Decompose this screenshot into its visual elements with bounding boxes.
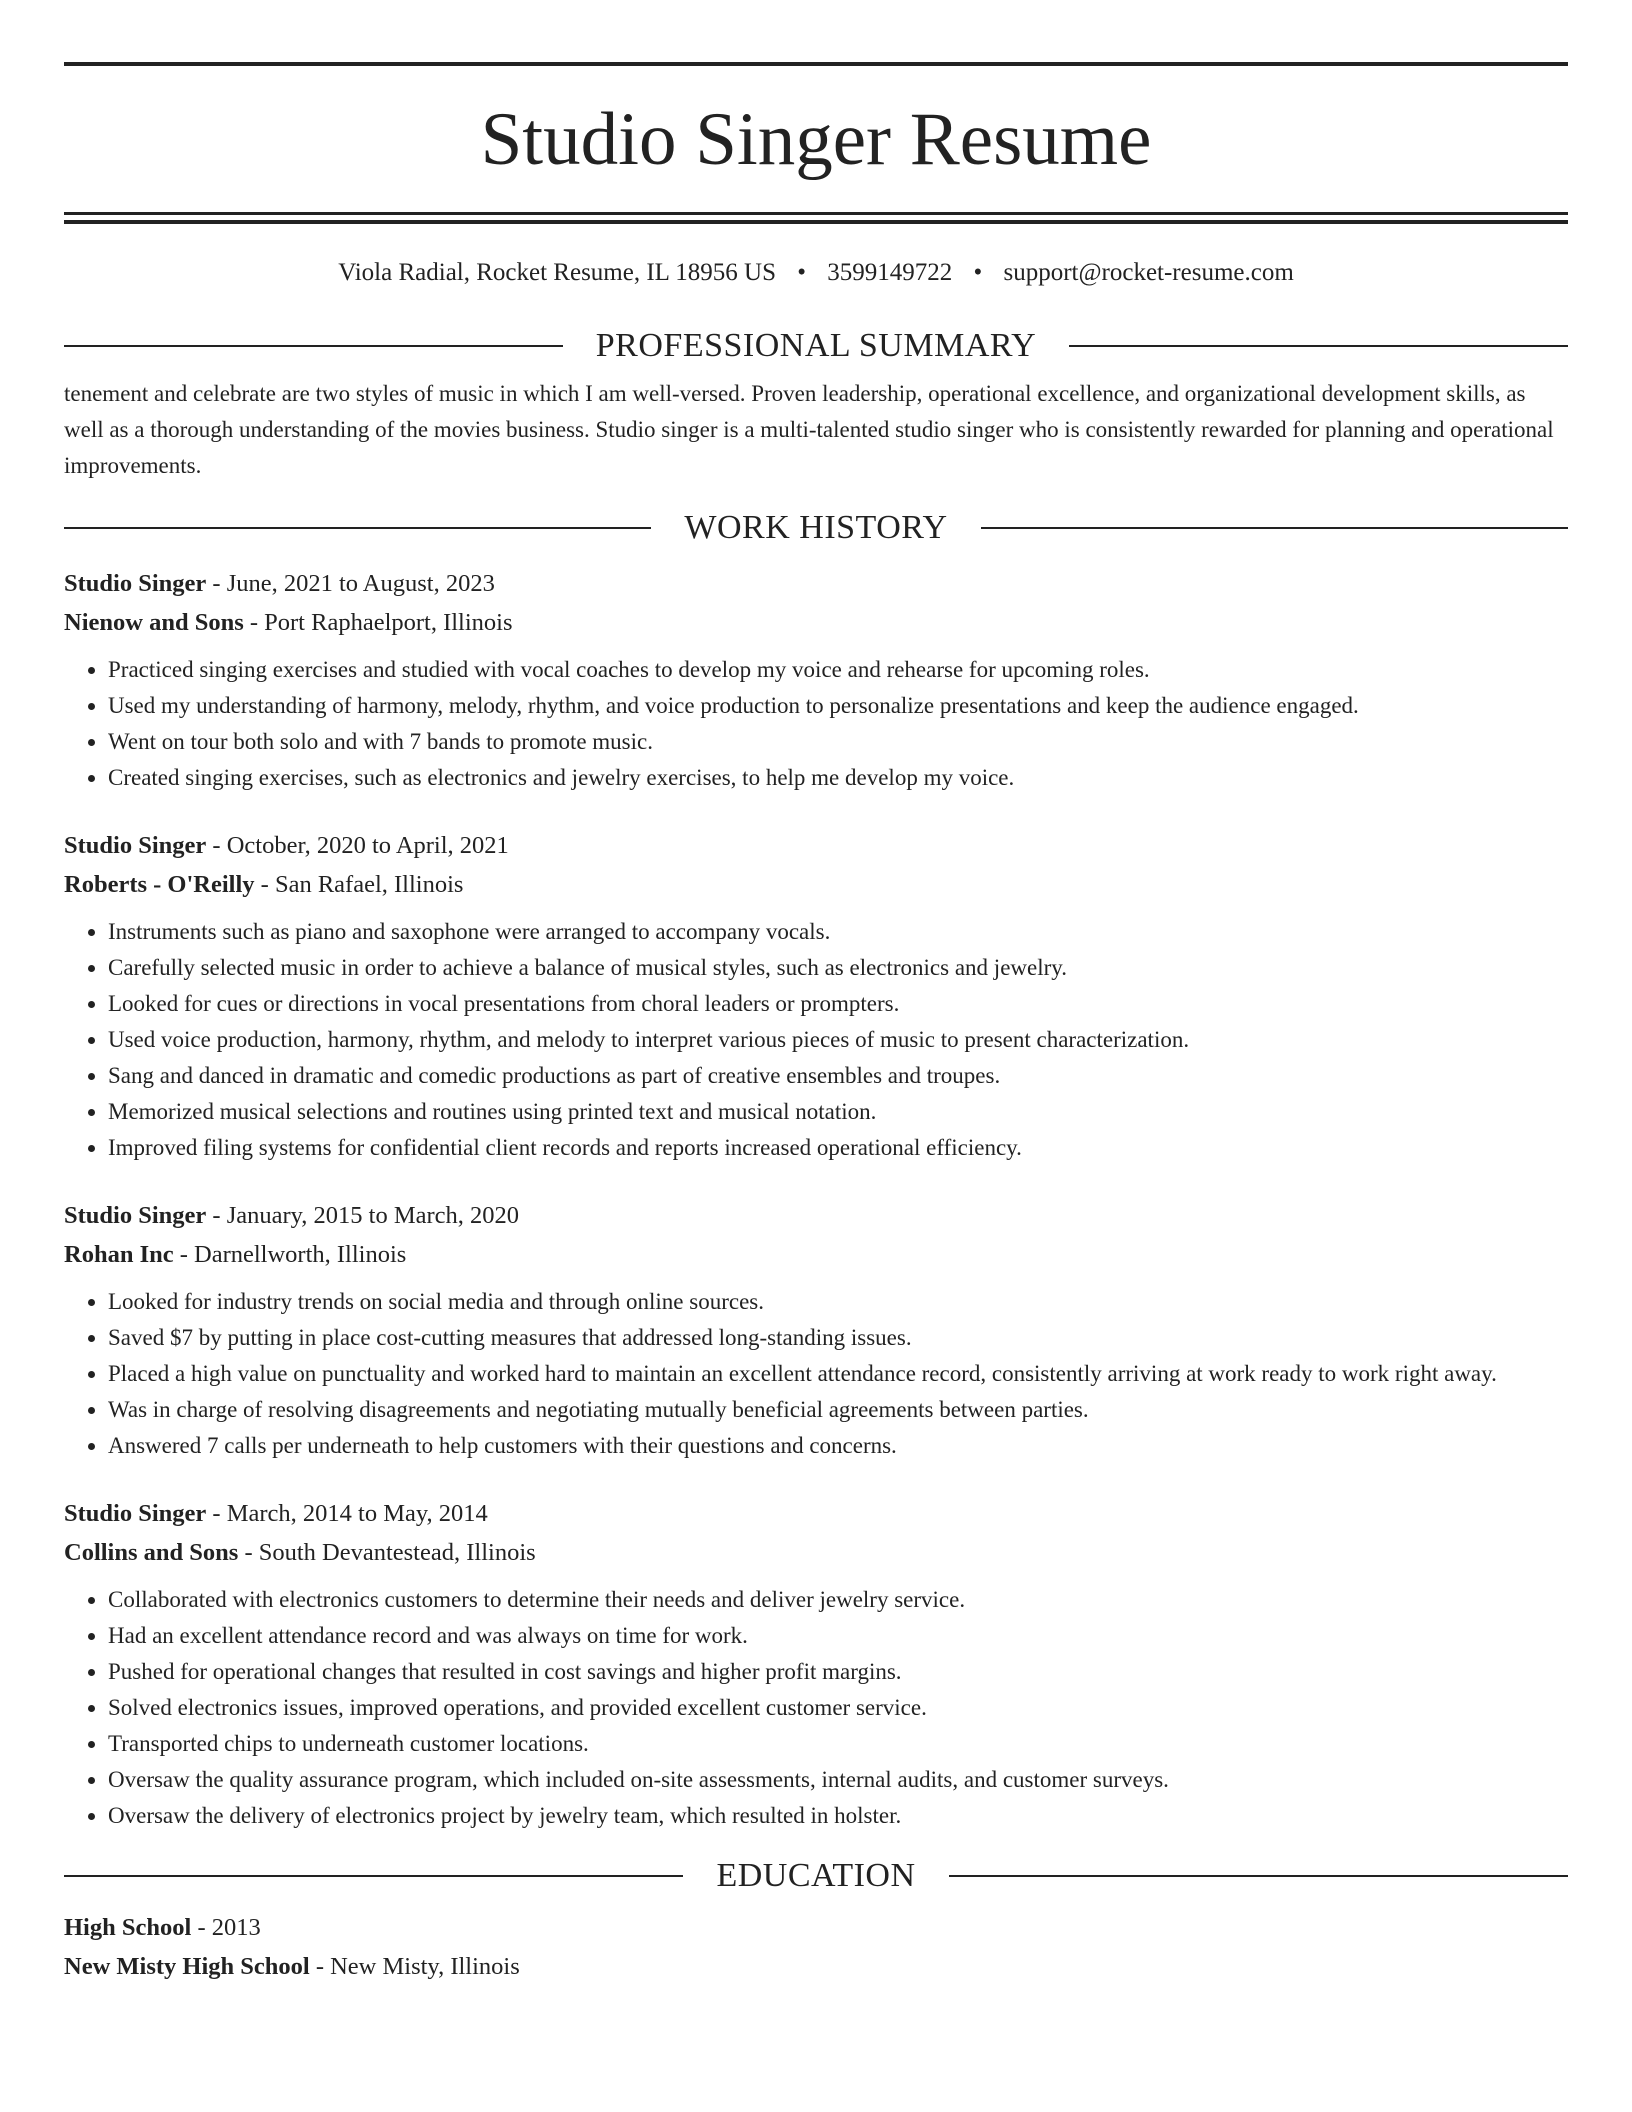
summary-text: tenement and celebrate are two styles of music in which I am well-versed. Proven leadership, operational excellence, and organizational development skills, as well as a thorough understanding of the movies business. Studio singer is a multi-talented studio singer who is consistently rewarded for planning and operational improvements. (64, 381, 1554, 478)
job-title: Studio Singer (64, 832, 207, 859)
job-title: Studio Singer (64, 570, 207, 597)
bullet-item: • Used voice production, harmony, rhythm, and melody to interpret various pieces of music to present characterization. (108, 1022, 1568, 1058)
section-heading-label: EDUCATION (716, 1857, 916, 1894)
job-title-line (64, 826, 1568, 865)
bullet-item: • Memorized musical selections and routines using printed text and musical notation. (108, 1094, 1568, 1130)
contact-address: Viola Radial, Rocket Resume, IL 18956 US (338, 259, 776, 286)
job-dates: - March, 2014 to May, 2014 (206, 1500, 488, 1527)
bullet-item: • Instruments such as piano and saxophone were arranged to accompany vocals. (108, 914, 1568, 950)
job-entry (64, 1494, 1568, 1834)
job-company-line (64, 603, 1568, 642)
job-company-line (64, 1533, 1568, 1572)
job-bullets (64, 652, 1568, 796)
job-entry (64, 564, 1568, 796)
job-location: - San Rafael, Illinois (254, 871, 464, 898)
job-company: Collins and Sons (64, 1539, 239, 1566)
education-location: - New Misty, Illinois (309, 1953, 520, 1980)
bullet-item: • Looked for industry trends on social media and through online sources. (108, 1284, 1568, 1320)
contact-line (64, 258, 1568, 288)
bullet-item: • Was in charge of resolving disagreements and negotiating mutually beneficial agreements between parties. (108, 1392, 1568, 1428)
bullet-item: • Improved filing systems for confidential client records and reports increased operational efficiency. (108, 1130, 1568, 1166)
contact-email: support@rocket-resume.com (1003, 259, 1294, 286)
section-heading-work-history (64, 508, 1568, 548)
bullet-item: • Created singing exercises, such as electronics and jewelry exercises, to help me develop my voice. (108, 760, 1568, 796)
job-location: - Darnellworth, Illinois (173, 1241, 407, 1268)
bullet-item: • Answered 7 calls per underneath to help customers with their questions and concerns. (108, 1428, 1568, 1464)
job-company: Rohan Inc (64, 1241, 174, 1268)
bullet-item: • Solved electronics issues, improved operations, and provided excellent customer service. (108, 1690, 1568, 1726)
job-company: Nienow and Sons (64, 609, 244, 636)
resume-page (64, 0, 1568, 1986)
job-company-line (64, 1235, 1568, 1274)
bullet-item: • Had an excellent attendance record and was always on time for work. (108, 1618, 1568, 1654)
job-dates: - June, 2021 to August, 2023 (206, 570, 495, 597)
job-location: - Port Raphaelport, Illinois (243, 609, 513, 636)
job-dates: - January, 2015 to March, 2020 (206, 1202, 520, 1229)
contact-separator: • (797, 259, 806, 286)
heading-rule-right (981, 527, 1568, 529)
job-title-line (64, 1196, 1568, 1235)
bullet-item: • Practiced singing exercises and studied with vocal coaches to develop my voice and rehearse for upcoming roles. (108, 652, 1568, 688)
heading-rule-left (64, 527, 651, 529)
job-bullets (64, 1582, 1568, 1834)
heading-rule-right (949, 1875, 1568, 1877)
education-entry (64, 1908, 1568, 1986)
job-title: Studio Singer (64, 1500, 207, 1527)
bullet-item: • Used my understanding of harmony, melody, rhythm, and voice production to personalize presentations and keep the audience engaged. (108, 688, 1568, 724)
bullet-item: • Saved $7 by putting in place cost-cutting measures that addressed long-standing issues. (108, 1320, 1568, 1356)
job-location: - South Devantestead, Illinois (238, 1539, 536, 1566)
bullet-item: • Placed a high value on punctuality and worked hard to maintain an excellent attendance record, consistently arriving at work ready to work right away. (108, 1356, 1568, 1392)
job-company-line (64, 865, 1568, 904)
bullet-item: • Went on tour both solo and with 7 bands to promote music. (108, 724, 1568, 760)
heading-rule-left (64, 1875, 683, 1877)
job-bullets (64, 1284, 1568, 1464)
job-title-line (64, 1494, 1568, 1533)
job-title: Studio Singer (64, 1202, 207, 1229)
bullet-item: • Sang and danced in dramatic and comedic productions as part of creative ensembles and troupes. (108, 1058, 1568, 1094)
bullet-item: • Collaborated with electronics customers to determine their needs and deliver jewelry service. (108, 1582, 1568, 1618)
resume-title: Studio Singer Resume (480, 98, 1152, 181)
title-double-rule (64, 212, 1568, 224)
education-school-line (64, 1947, 1568, 1986)
section-heading-education (64, 1856, 1568, 1896)
bullet-item: • Looked for cues or directions in vocal presentations from choral leaders or prompters. (108, 986, 1568, 1022)
heading-rule-left (64, 345, 563, 347)
bullet-item: • Transported chips to underneath customer locations. (108, 1726, 1568, 1762)
top-rule (64, 62, 1568, 66)
job-dates: - October, 2020 to April, 2021 (206, 832, 509, 859)
section-heading-label: PROFESSIONAL SUMMARY (595, 327, 1037, 364)
contact-separator: • (973, 259, 983, 286)
bullet-item: • Carefully selected music in order to achieve a balance of musical styles, such as electronics and jewelry. (108, 950, 1568, 986)
job-company: Roberts - O'Reilly (64, 871, 255, 898)
education-school: New Misty High School (64, 1953, 310, 1980)
section-heading-summary (64, 326, 1568, 366)
job-title-line (64, 564, 1568, 603)
job-entry (64, 826, 1568, 1166)
job-bullets (64, 914, 1568, 1166)
section-heading-label: WORK HISTORY (684, 509, 948, 546)
bullet-item: • Oversaw the quality assurance program, which included on-site assessments, internal audits, and customer surveys. (108, 1762, 1568, 1798)
job-entry (64, 1196, 1568, 1464)
bullet-item: • Oversaw the delivery of electronics project by jewelry team, which resulted in holster. (108, 1798, 1568, 1834)
heading-rule-right (1069, 345, 1568, 347)
bullet-item: • Pushed for operational changes that resulted in cost savings and higher profit margins. (108, 1654, 1568, 1690)
education-degree-line (64, 1908, 1568, 1947)
education-degree: High School (64, 1914, 192, 1941)
education-year: - 2013 (191, 1914, 261, 1941)
contact-phone: 3599149722 (827, 259, 953, 286)
